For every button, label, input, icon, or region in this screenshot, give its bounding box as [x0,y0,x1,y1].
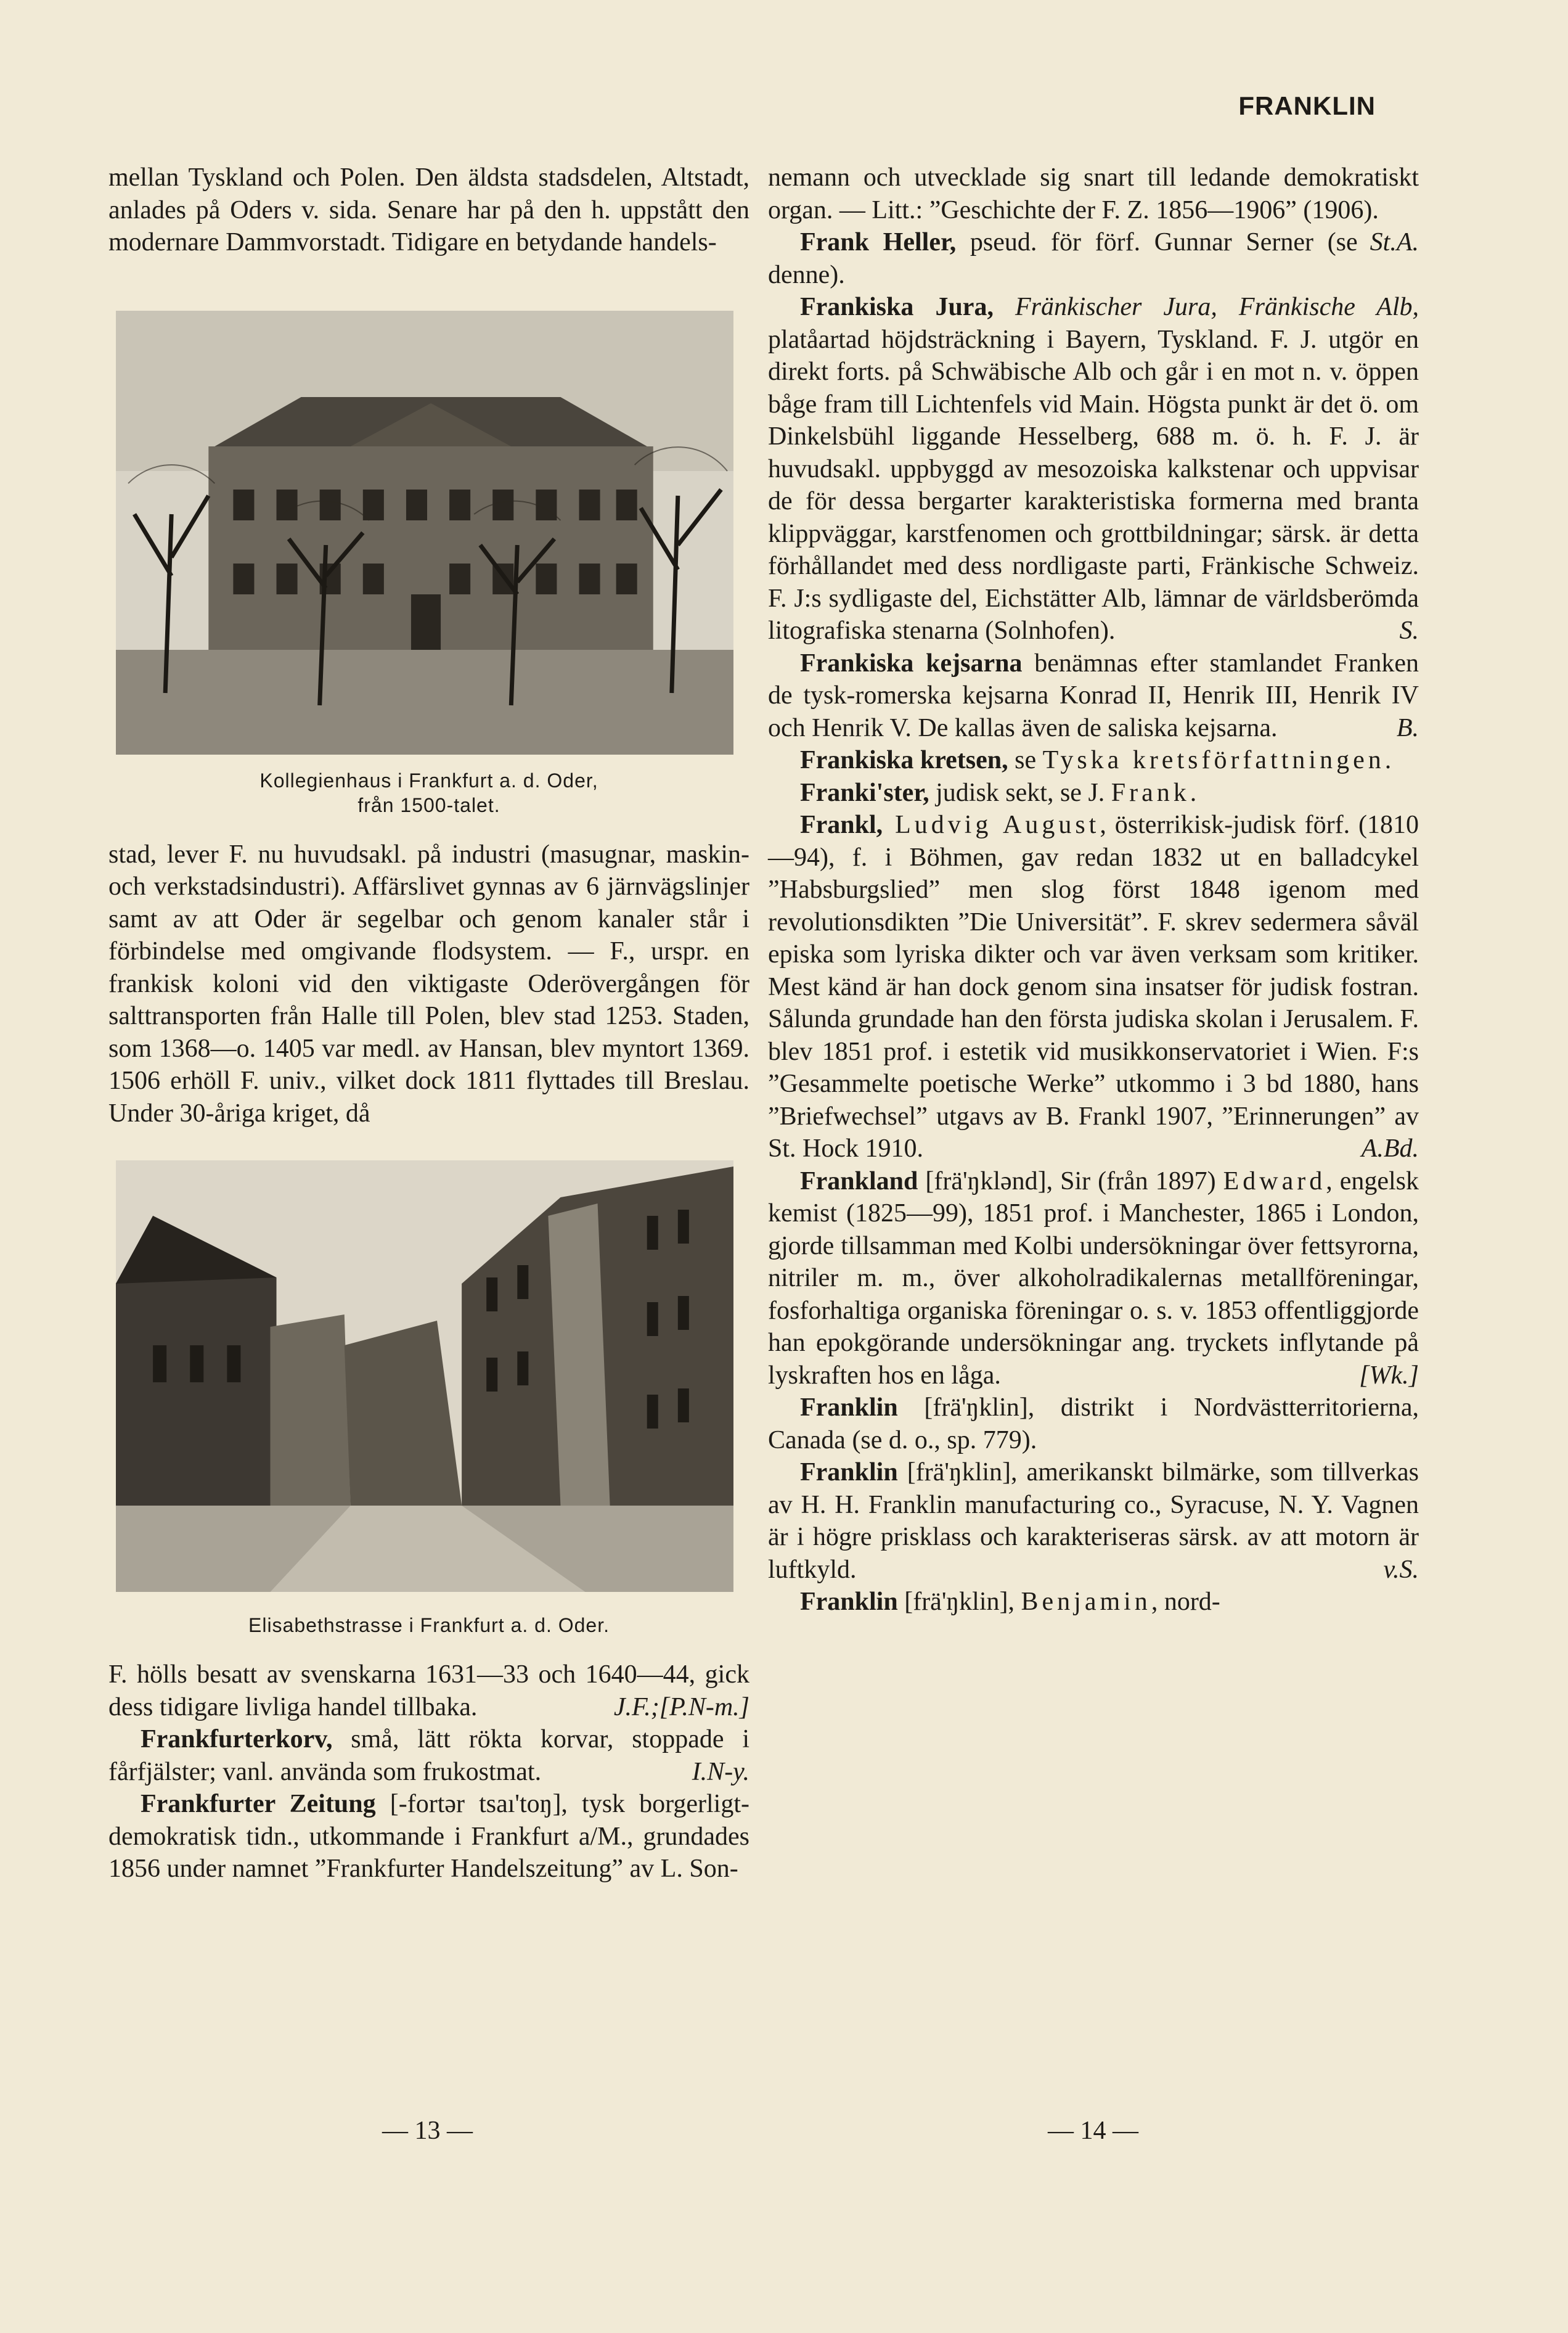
entry-text: pseud. för förf. Gunnar Serner (se denne). [768,228,1358,289]
paragraph-left-3 [108,1659,749,1723]
entry-text: , nord- [1151,1588,1220,1616]
entry-text: , engelsk kemist (1825—99), 1851 prof. i Manchester, 1865 i London, gjorde tillsamman med Kolbi undersökningar över fettsyrorna, nitriler m. m., över alkoholradikalernas metallföreningar, fosforhaltiga organiska föreningar o. s. v. 1853 offentliggjorde han epokgörande undersökningar ang. tryckets inflytande på lyskraften hos en låga. [768,1166,1419,1390]
paragraph-left-2: stad, lever F. nu huvudsakl. på industri (masugnar, maskin- och verkstadsindustri). Affärslivet gynnas av 6 järnvägslinjer samt av att Oder är segelbar och genom kanaler står i förbindelse med omgivande flodsystem. — F., urspr. en frankisk koloni vid den viktigaste Oderövergången för salttransporten från Halle till Polen, blev stad 1253. Staden, som 1368—o. 1405 var medl. av Hansan, blev myntort 1369. 1506 erhöll F. univ., vilket dock 1811 flyttades till Breslau. Under 30-åriga kriget, då [108,840,749,1128]
entry-franklin-district [768,1392,1419,1456]
headword: Frankl, [800,811,883,839]
entry-frank-heller [768,226,1419,291]
author-signature: St.A. [1370,228,1419,256]
entry-text: [frä'ŋklin], amerikanskt bilmärke, som tillverkas av H. H. Franklin manufacturing co., Syracuse, N. Y. Vagnen är i högre prisklass och karakteriseras särsk. av att motorn är luftkyld. [768,1458,1419,1584]
photo-elisabethstrasse [116,1160,733,1592]
caption-line-1: Kollegienhaus i Frankfurt a. d. Oder, [259,769,598,792]
entry-frankland [768,1165,1419,1392]
entry-text: [-fortər tsaı'toŋ], tysk borgerligt-demokratisk tidn., utkommande i Frankfurt a/M., grundades 1856 under namnet ”Frankfurter Handelszeitung” av L. Son- [108,1790,749,1883]
page-number-right: — 14 — [1048,2117,1138,2145]
entry-text: , österrikisk-judisk förf. (1810—94), f. i Böhmen, gav redan 1832 ut en balladcykel ”Habsburgslied” men slog först 1848 igenom med revolutionsdikten ”Die Universität”. F. skrev sedermera såväl episka som lyriska dikter och var även verksam som kritiker. Mest känd är han dock genom sina insatser för judisk fostran. Sålunda grundade han den första judiska skolan i Jerusalem. F. blev 1851 prof. i estetik vid musikkonservatoriet i Wien. F:s ”Gesammelte poetische Werke” utkommo i 3 bd 1880, hans ”Briefwechsel” utgavs av B. Frankl 1907, ”Erinnerungen” av St. Hock 1910. [768,811,1419,1163]
entry-text: . [1384,746,1392,774]
author-signature: I.N-y. [692,1757,749,1786]
entry-franklin-benjamin [768,1586,1419,1618]
entry-frankfurter-zeitung [108,1788,749,1885]
paragraph-left-1: mellan Tyskland och Polen. Den äldsta stadsdelen, Altstadt, anlades på Oders v. sida. Senare har på den h. uppstått den modernare Dammvorstadt. Tidigare en betydande handels- [108,163,749,256]
figure-caption-elisabethstrasse: Elisabethstrasse i Frankfurt a. d. Oder. [248,1614,610,1636]
entry-text: små, lätt rökta korvar, stoppade i fårfjälster; vanl. använda som frukostmat. [108,1725,749,1786]
headword: Franklin [800,1393,898,1422]
entry-frankfurterkorv [108,1723,749,1788]
running-head: FRANKLIN [1238,91,1376,120]
figure-caption-kollegienhaus [108,768,749,818]
figure-elisabethstrasse [108,1160,749,1638]
entry-text: [frä'ŋklin], [897,1588,1021,1616]
paragraph-text: nemann och utvecklade sig snart till ledande demokratiskt organ. — Litt.: ”Geschichte der F. Z. 1856—1906” (1906). [768,163,1419,224]
entry-frankl [768,809,1419,1165]
headword: Frankland [800,1166,918,1195]
entry-text: se [1008,746,1043,774]
spaced-reference: Frank [1111,778,1190,807]
entry-text: platåartad höjdsträckning i Bayern, Tyskland. F. J. utgör en direkt forts. på Schwäbische Alb och går i en mot n. v. öppen båge fram till Lichtenfels vid Main. Högsta punkt är det ö. om Dinkelsbühl liggande Hesselberg, 688 m. ö. h. F. J. är huvudsakl. uppbyggd av mesozoiska kalkstenar och uppvisar de för dessa bergarter karakteristiska formerna med branta klippväggar, karstfenomen och grottbildningar; särsk. är detta förhållandet med dess nordligaste parti, Fränkische Schweiz. F. J:s sydligaste del, Eichstätter Alb, lämnar de världsberömda litografiska stenarna (Solnhofen). [768,325,1419,645]
entry-text: judisk sekt, se J. [929,778,1111,807]
headword: Franklin [800,1588,898,1616]
spaced-name: Benjamin [1021,1588,1151,1616]
headword: Frankfurterkorv, [141,1725,333,1753]
entry-frankiska-kretsen [768,744,1419,777]
left-column [108,162,749,1885]
italic-term: Fränkischer Jura, Fränkische Alb, [993,293,1419,321]
entry-text: [frä'ŋklənd], Sir (från 1897) [918,1166,1223,1195]
entry-text: . [1190,778,1197,807]
photo-kollegienhaus [116,311,733,755]
headword: Frankiska Jura, [800,293,994,321]
entry-frankiska-jura [768,291,1419,647]
page-number-left: — 13 — [382,2117,473,2145]
spaced-reference: Tyska kretsförfattningen [1042,746,1385,774]
author-signature: v.S. [1383,1555,1419,1584]
entry-franklin-car [768,1456,1419,1586]
author-signature: B. [1396,713,1419,742]
caption-line-2: från 1500-talet. [357,793,500,816]
author-signature: A.Bd. [1361,1134,1419,1163]
figure-kollegienhaus [108,311,749,818]
paragraph-text: F. hölls besatt av svenskarna 1631—33 och 1640—44, gick dess tidigare livliga handel tillbaka. [108,1660,749,1721]
spaced-name: Ludvig August [883,811,1100,839]
headword: Franki'ster, [800,778,929,807]
headword: Frank Heller, [800,228,957,256]
headword: Frankfurter Zeitung [141,1790,376,1818]
author-signature: [Wk.] [1359,1361,1419,1390]
photo-kollegienhaus-image [116,311,733,755]
author-signature: S. [1399,617,1419,645]
entry-frankister [768,777,1419,810]
right-column [768,162,1419,1618]
photo-elisabethstrasse-image [116,1160,733,1592]
spaced-name: Edward [1223,1166,1326,1195]
headword: Franklin [800,1458,898,1486]
author-signature: J.F.;[P.N-m.] [613,1692,749,1721]
headword: Frankiska kretsen, [800,746,1008,774]
entry-text: benämnas efter stamlandet Franken de tysk-romerska kejsarna Konrad II, Henrik III, Henrik IV och Henrik V. De kallas även de saliska kejsarna. [768,649,1419,742]
headword: Frankiska kejsarna [800,649,1023,678]
entry-text: [frä'ŋklin], distrikt i Nordvästterritorierna, Canada (se d. o., sp. 779). [768,1393,1419,1454]
entry-frankiska-kejsarna [768,647,1419,745]
